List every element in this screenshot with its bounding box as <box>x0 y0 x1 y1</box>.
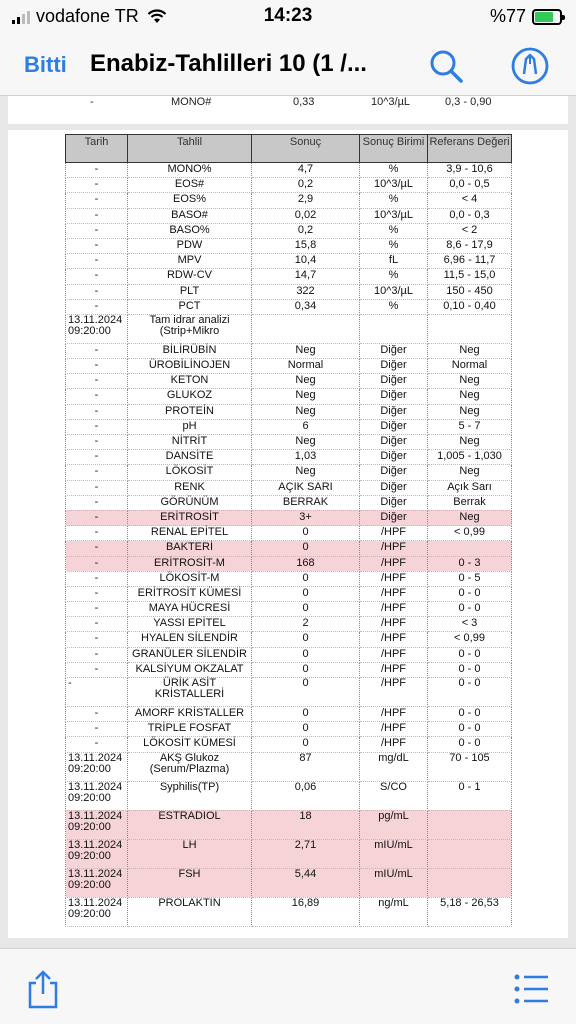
cell-sonuc: Neg <box>252 435 360 450</box>
header-tahlil: Tahlil <box>128 135 252 163</box>
cell-tahlil: PLT <box>128 284 252 299</box>
cell-birim: pg/mL <box>360 810 428 839</box>
table-row <box>66 541 512 556</box>
share-icon[interactable] <box>26 969 60 1009</box>
cell-ref: Neg <box>428 389 512 404</box>
cell-ref: 1,005 - 1,030 <box>428 450 512 465</box>
table-row <box>66 752 512 781</box>
cell-sonuc: 2 <box>252 617 360 632</box>
cell-tarih: - <box>66 480 128 495</box>
table-row <box>66 389 512 404</box>
cell-tahlil: ÜRİK ASİT KRİSTALLERİ <box>128 678 252 707</box>
cell-tarih: - <box>66 223 128 238</box>
cell-birim: /HPF <box>360 632 428 647</box>
cell-tahlil: GLUKOZ <box>128 389 252 404</box>
table-row <box>66 722 512 737</box>
cell-tahlil: YASSI EPİTEL <box>128 617 252 632</box>
cell-tarih: - <box>66 284 128 299</box>
cell-birim: Diğer <box>360 404 428 419</box>
cell-sonuc: 0,33 <box>293 96 315 108</box>
cell-sonuc: 0 <box>252 632 360 647</box>
header-tarih: Tarih <box>66 135 128 163</box>
pdf-page <box>8 130 568 938</box>
table-row <box>66 480 512 495</box>
cell-birim: % <box>360 163 428 178</box>
cell-birim: /HPF <box>360 617 428 632</box>
table-body <box>66 163 512 927</box>
cell-ref: < 0,99 <box>428 526 512 541</box>
cell-tarih: 13.11.2024 09:20:00 <box>66 868 128 897</box>
table-row <box>66 707 512 722</box>
cell-tarih: 13.11.2024 09:20:00 <box>66 810 128 839</box>
cell-ref: 0 - 0 <box>428 586 512 601</box>
cell-birim: % <box>360 299 428 314</box>
cell-sonuc: 0 <box>252 602 360 617</box>
table-row <box>66 435 512 450</box>
cell-tarih: - <box>66 389 128 404</box>
cell-tarih: - <box>66 254 128 269</box>
cell-tahlil: ERİTROSİT-M <box>128 556 252 571</box>
table-row <box>66 208 512 223</box>
cell-tarih: - <box>66 238 128 253</box>
done-button[interactable]: Bitti <box>24 52 67 77</box>
table-row <box>66 617 512 632</box>
cell-ref <box>428 314 512 343</box>
cell-tahlil: MAYA HÜCRESİ <box>128 602 252 617</box>
cell-tahlil: BASO% <box>128 223 252 238</box>
table-row <box>66 810 512 839</box>
cell-ref: 3,9 - 10,6 <box>428 163 512 178</box>
cell-tahlil: ÜROBİLİNOJEN <box>128 359 252 374</box>
table-row <box>66 602 512 617</box>
cell-ref: 0,0 - 0,5 <box>428 178 512 193</box>
cell-birim: Diğer <box>360 389 428 404</box>
cell-sonuc: 16,89 <box>252 897 360 926</box>
cell-ref: Berrak <box>428 495 512 510</box>
header-referans: Referans Değeri <box>428 135 512 163</box>
cell-tarih: - <box>66 602 128 617</box>
cell-sonuc: 0 <box>252 571 360 586</box>
table-row <box>66 647 512 662</box>
cell-birim: Diğer <box>360 495 428 510</box>
cell-birim: 10^3/µL <box>360 178 428 193</box>
cell-sonuc: 0 <box>252 678 360 707</box>
cell-birim: % <box>360 238 428 253</box>
cell-tahlil: MONO# <box>171 96 212 108</box>
cell-sonuc: 5,44 <box>252 868 360 897</box>
table-row <box>66 662 512 677</box>
cell-tahlil: GÖRÜNÜM <box>128 495 252 510</box>
pdf-page-previous <box>8 96 568 124</box>
cell-birim: Diğer <box>360 450 428 465</box>
cell-ref: 70 - 105 <box>428 752 512 781</box>
cell-tarih: - <box>66 193 128 208</box>
cell-birim: % <box>360 223 428 238</box>
cell-tarih: 13.11.2024 09:20:00 <box>66 839 128 868</box>
cell-ref: 0,3 - 0,90 <box>445 96 492 108</box>
lab-results-table <box>65 134 512 927</box>
cell-tarih: - <box>66 526 128 541</box>
cell-sonuc: 0 <box>252 662 360 677</box>
table-row <box>66 897 512 926</box>
cell-tarih: - <box>66 299 128 314</box>
cell-tarih: - <box>66 163 128 178</box>
table-row <box>66 193 512 208</box>
cell-sonuc: 0,06 <box>252 781 360 810</box>
cell-tahlil: AMORF KRİSTALLER <box>128 707 252 722</box>
cell-tarih: - <box>66 632 128 647</box>
table-header <box>66 135 512 163</box>
cell-tarih: - <box>66 707 128 722</box>
cell-birim: /HPF <box>360 647 428 662</box>
status-bar <box>0 0 576 34</box>
cell-tahlil: KETON <box>128 374 252 389</box>
table-row <box>66 781 512 810</box>
cell-ref: < 4 <box>428 193 512 208</box>
table-row <box>66 839 512 868</box>
cell-tarih: 13.11.2024 09:20:00 <box>66 897 128 926</box>
cell-sonuc: 1,03 <box>252 450 360 465</box>
cell-ref: Neg <box>428 510 512 525</box>
cell-sonuc: 0,2 <box>252 223 360 238</box>
cell-tahlil: HYALEN SİLENDİR <box>128 632 252 647</box>
cell-birim: /HPF <box>360 678 428 707</box>
cell-ref: 0 - 0 <box>428 707 512 722</box>
cell-tarih: - <box>66 541 128 556</box>
cell-birim: /HPF <box>360 602 428 617</box>
table-row <box>66 238 512 253</box>
cell-sonuc: 14,7 <box>252 269 360 284</box>
cell-sonuc: 168 <box>252 556 360 571</box>
cell-birim: /HPF <box>360 556 428 571</box>
cell-birim: % <box>360 193 428 208</box>
cell-tahlil: LÖKOSİT KÜMESİ <box>128 737 252 752</box>
cell-tahlil: RENAL EPİTEL <box>128 526 252 541</box>
markup-pen-icon[interactable] <box>510 46 550 86</box>
cell-ref: 0 - 0 <box>428 662 512 677</box>
cell-tarih: - <box>66 647 128 662</box>
document-viewer[interactable] <box>0 96 576 948</box>
cell-ref: < 2 <box>428 223 512 238</box>
cell-tahlil: NİTRİT <box>128 435 252 450</box>
cell-birim: Diğer <box>360 510 428 525</box>
cell-birim: fL <box>360 254 428 269</box>
cell-tarih: - <box>66 737 128 752</box>
cell-tarih: - <box>66 178 128 193</box>
cell-ref: 0,0 - 0,3 <box>428 208 512 223</box>
cell-tarih: - <box>66 510 128 525</box>
clock: 14:23 <box>263 5 313 26</box>
cell-tahlil: LÖKOSİT <box>128 465 252 480</box>
cell-ref: 0 - 0 <box>428 602 512 617</box>
cell-tarih: - <box>66 269 128 284</box>
cell-birim: /HPF <box>360 707 428 722</box>
cell-tahlil: TRİPLE FOSFAT <box>128 722 252 737</box>
cell-ref: Neg <box>428 404 512 419</box>
cell-ref: 0 - 0 <box>428 678 512 707</box>
cell-ref: 0 - 0 <box>428 722 512 737</box>
cell-birim: Diğer <box>360 480 428 495</box>
table-row <box>66 314 512 343</box>
table-row <box>66 284 512 299</box>
cell-sonuc: 6 <box>252 419 360 434</box>
cell-tahlil: KALSİYUM OKZALAT <box>128 662 252 677</box>
cell-birim: Diğer <box>360 465 428 480</box>
cell-birim: Diğer <box>360 343 428 358</box>
cell-sonuc: 0 <box>252 737 360 752</box>
cell-sonuc: Neg <box>252 465 360 480</box>
cell-tarih: - <box>66 678 128 707</box>
cell-tarih: - <box>66 556 128 571</box>
cell-sonuc: 18 <box>252 810 360 839</box>
cell-sonuc: 2,9 <box>252 193 360 208</box>
table-row <box>66 163 512 178</box>
cell-sonuc: 0 <box>252 541 360 556</box>
cell-ref: Neg <box>428 435 512 450</box>
cell-sonuc: 15,8 <box>252 238 360 253</box>
cell-tahlil: FSH <box>128 868 252 897</box>
header-sonuc: Sonuç <box>252 135 360 163</box>
table-row <box>8 96 568 108</box>
bottom-toolbar <box>0 948 576 1024</box>
cell-birim: Diğer <box>360 374 428 389</box>
cell-ref: < 0,99 <box>428 632 512 647</box>
table-row <box>66 269 512 284</box>
cell-tahlil: RENK <box>128 480 252 495</box>
table-row <box>66 359 512 374</box>
cell-sonuc: Neg <box>252 343 360 358</box>
cell-sonuc: Normal <box>252 359 360 374</box>
cell-tarih: - <box>66 359 128 374</box>
cell-ref: 0 - 0 <box>428 737 512 752</box>
cell-sonuc: 2,71 <box>252 839 360 868</box>
cell-ref: 0 - 3 <box>428 556 512 571</box>
cell-tarih: - <box>66 465 128 480</box>
cell-tarih: - <box>66 662 128 677</box>
cell-sonuc: 3+ <box>252 510 360 525</box>
cell-tahlil: GRANÜLER SİLENDİR <box>128 647 252 662</box>
cell-birim: /HPF <box>360 737 428 752</box>
cell-ref: 6,96 - 11,7 <box>428 254 512 269</box>
cell-tarih: 13.11.2024 09:20:00 <box>66 781 128 810</box>
cell-tahlil: ERİTROSİT <box>128 510 252 525</box>
cell-tahlil: ESTRADIOL <box>128 810 252 839</box>
cell-tahlil: RDW-CV <box>128 269 252 284</box>
cell-birim: Diğer <box>360 435 428 450</box>
cell-birim: /HPF <box>360 586 428 601</box>
cell-tahlil: PROTEİN <box>128 404 252 419</box>
cell-birim: 10^3/µL <box>360 284 428 299</box>
cell-birim: mg/dL <box>360 752 428 781</box>
battery-percent: %77 <box>489 6 526 26</box>
cell-birim: /HPF <box>360 662 428 677</box>
cell-birim: ng/mL <box>360 897 428 926</box>
cell-sonuc: Neg <box>252 404 360 419</box>
table-row <box>66 450 512 465</box>
cell-ref: 5,18 - 26,53 <box>428 897 512 926</box>
table-row <box>66 495 512 510</box>
table-row <box>66 571 512 586</box>
cell-tarih: - <box>66 404 128 419</box>
cell-ref: 150 - 450 <box>428 284 512 299</box>
cell-ref <box>428 839 512 868</box>
table-row <box>66 678 512 707</box>
cell-tahlil: LH <box>128 839 252 868</box>
cell-tarih: - <box>66 419 128 434</box>
battery-icon <box>532 9 562 25</box>
cell-tahlil: Tam idrar analizi (Strip+Mikro <box>128 314 252 343</box>
cell-birim: /HPF <box>360 722 428 737</box>
table-row <box>66 343 512 358</box>
cell-tahlil: BAKTERİ <box>128 541 252 556</box>
cell-tahlil: PDW <box>128 238 252 253</box>
table-row <box>66 510 512 525</box>
cell-tahlil: PCT <box>128 299 252 314</box>
table-row <box>66 465 512 480</box>
cell-birim: /HPF <box>360 526 428 541</box>
cell-tarih: - <box>90 96 94 108</box>
cell-tahlil: EOS# <box>128 178 252 193</box>
cell-sonuc: Neg <box>252 374 360 389</box>
cell-tahlil: AKŞ Glukoz (Serum/Plazma) <box>128 752 252 781</box>
cell-sonuc: 0 <box>252 707 360 722</box>
cell-birim: mIU/mL <box>360 839 428 868</box>
cell-ref: 0 - 5 <box>428 571 512 586</box>
table-row <box>66 632 512 647</box>
cell-tarih: - <box>66 208 128 223</box>
table-row <box>66 404 512 419</box>
cell-sonuc: 4,7 <box>252 163 360 178</box>
cell-sonuc: 0,34 <box>252 299 360 314</box>
cell-tahlil: PROLAKTIN <box>128 897 252 926</box>
table-row <box>66 586 512 601</box>
cell-ref: 5 - 7 <box>428 419 512 434</box>
cell-sonuc: Neg <box>252 389 360 404</box>
cell-ref: Normal <box>428 359 512 374</box>
table-row <box>66 868 512 897</box>
cell-ref: Neg <box>428 343 512 358</box>
cell-ref: Neg <box>428 374 512 389</box>
list-icon[interactable] <box>514 973 550 1005</box>
cell-sonuc: 0,2 <box>252 178 360 193</box>
cell-tarih: - <box>66 617 128 632</box>
cell-ref: 0,10 - 0,40 <box>428 299 512 314</box>
cell-sonuc: 0,02 <box>252 208 360 223</box>
cell-sonuc: 87 <box>252 752 360 781</box>
cell-tarih: - <box>66 343 128 358</box>
document-title: Enabiz-Tahlilleri 10 (1 /... <box>90 50 367 77</box>
table-row <box>66 299 512 314</box>
cell-ref: Açık Sarı <box>428 480 512 495</box>
cell-sonuc: AÇIK SARI <box>252 480 360 495</box>
cell-sonuc: 0 <box>252 647 360 662</box>
cell-tahlil: EOS% <box>128 193 252 208</box>
cell-tahlil: pH <box>128 419 252 434</box>
cell-ref <box>428 868 512 897</box>
cell-ref: < 3 <box>428 617 512 632</box>
cell-sonuc: 0 <box>252 722 360 737</box>
table-row <box>66 526 512 541</box>
table-row <box>66 556 512 571</box>
cell-sonuc: 0 <box>252 526 360 541</box>
cell-birim: /HPF <box>360 541 428 556</box>
table-row <box>66 737 512 752</box>
cell-ref <box>428 541 512 556</box>
cell-sonuc <box>252 314 360 343</box>
table-row <box>66 178 512 193</box>
cell-sonuc: 0 <box>252 586 360 601</box>
cell-ref: 0 - 1 <box>428 781 512 810</box>
cell-birim: S/CO <box>360 781 428 810</box>
cell-tarih: 13.11.2024 09:20:00 <box>66 314 128 343</box>
cell-ref: Neg <box>428 465 512 480</box>
cell-sonuc: 10,4 <box>252 254 360 269</box>
cell-tarih: - <box>66 435 128 450</box>
cell-tahlil: MONO% <box>128 163 252 178</box>
cell-tarih: - <box>66 722 128 737</box>
table-row <box>66 419 512 434</box>
cell-birim: Diğer <box>360 359 428 374</box>
cell-birim <box>360 314 428 343</box>
battery-status <box>490 6 562 27</box>
cell-ref: 11,5 - 15,0 <box>428 269 512 284</box>
cell-tahlil: ERİTROSİT KÜMESİ <box>128 586 252 601</box>
cell-sonuc: BERRAK <box>252 495 360 510</box>
search-icon[interactable] <box>426 46 466 86</box>
cell-tahlil: BASO# <box>128 208 252 223</box>
cell-ref: 0 - 0 <box>428 647 512 662</box>
cell-ref <box>428 810 512 839</box>
cell-birim: mIU/mL <box>360 868 428 897</box>
cell-tarih: - <box>66 495 128 510</box>
cell-tarih: - <box>66 374 128 389</box>
table-row <box>66 374 512 389</box>
carrier-label: vodafone TR <box>36 6 139 26</box>
cell-birim: 10^3/µL <box>371 96 411 108</box>
cell-tahlil: BİLİRÜBİN <box>128 343 252 358</box>
table-row <box>66 223 512 238</box>
cell-ref: 8,6 - 17,9 <box>428 238 512 253</box>
cell-tarih: 13.11.2024 09:20:00 <box>66 752 128 781</box>
header-birim: Sonuç Birimi <box>360 135 428 163</box>
cell-tarih: - <box>66 571 128 586</box>
cell-birim: /HPF <box>360 571 428 586</box>
cell-tahlil: Syphilis(TP) <box>128 781 252 810</box>
cell-birim: 10^3/µL <box>360 208 428 223</box>
cell-birim: % <box>360 269 428 284</box>
cell-sonuc: 322 <box>252 284 360 299</box>
cell-tarih: - <box>66 586 128 601</box>
cell-tahlil: MPV <box>128 254 252 269</box>
cell-tahlil: LÖKOSİT-M <box>128 571 252 586</box>
cell-tahlil: DANSİTE <box>128 450 252 465</box>
cell-birim: Diğer <box>360 419 428 434</box>
cell-tarih: - <box>66 450 128 465</box>
table-row <box>66 254 512 269</box>
nav-bar <box>0 34 576 96</box>
